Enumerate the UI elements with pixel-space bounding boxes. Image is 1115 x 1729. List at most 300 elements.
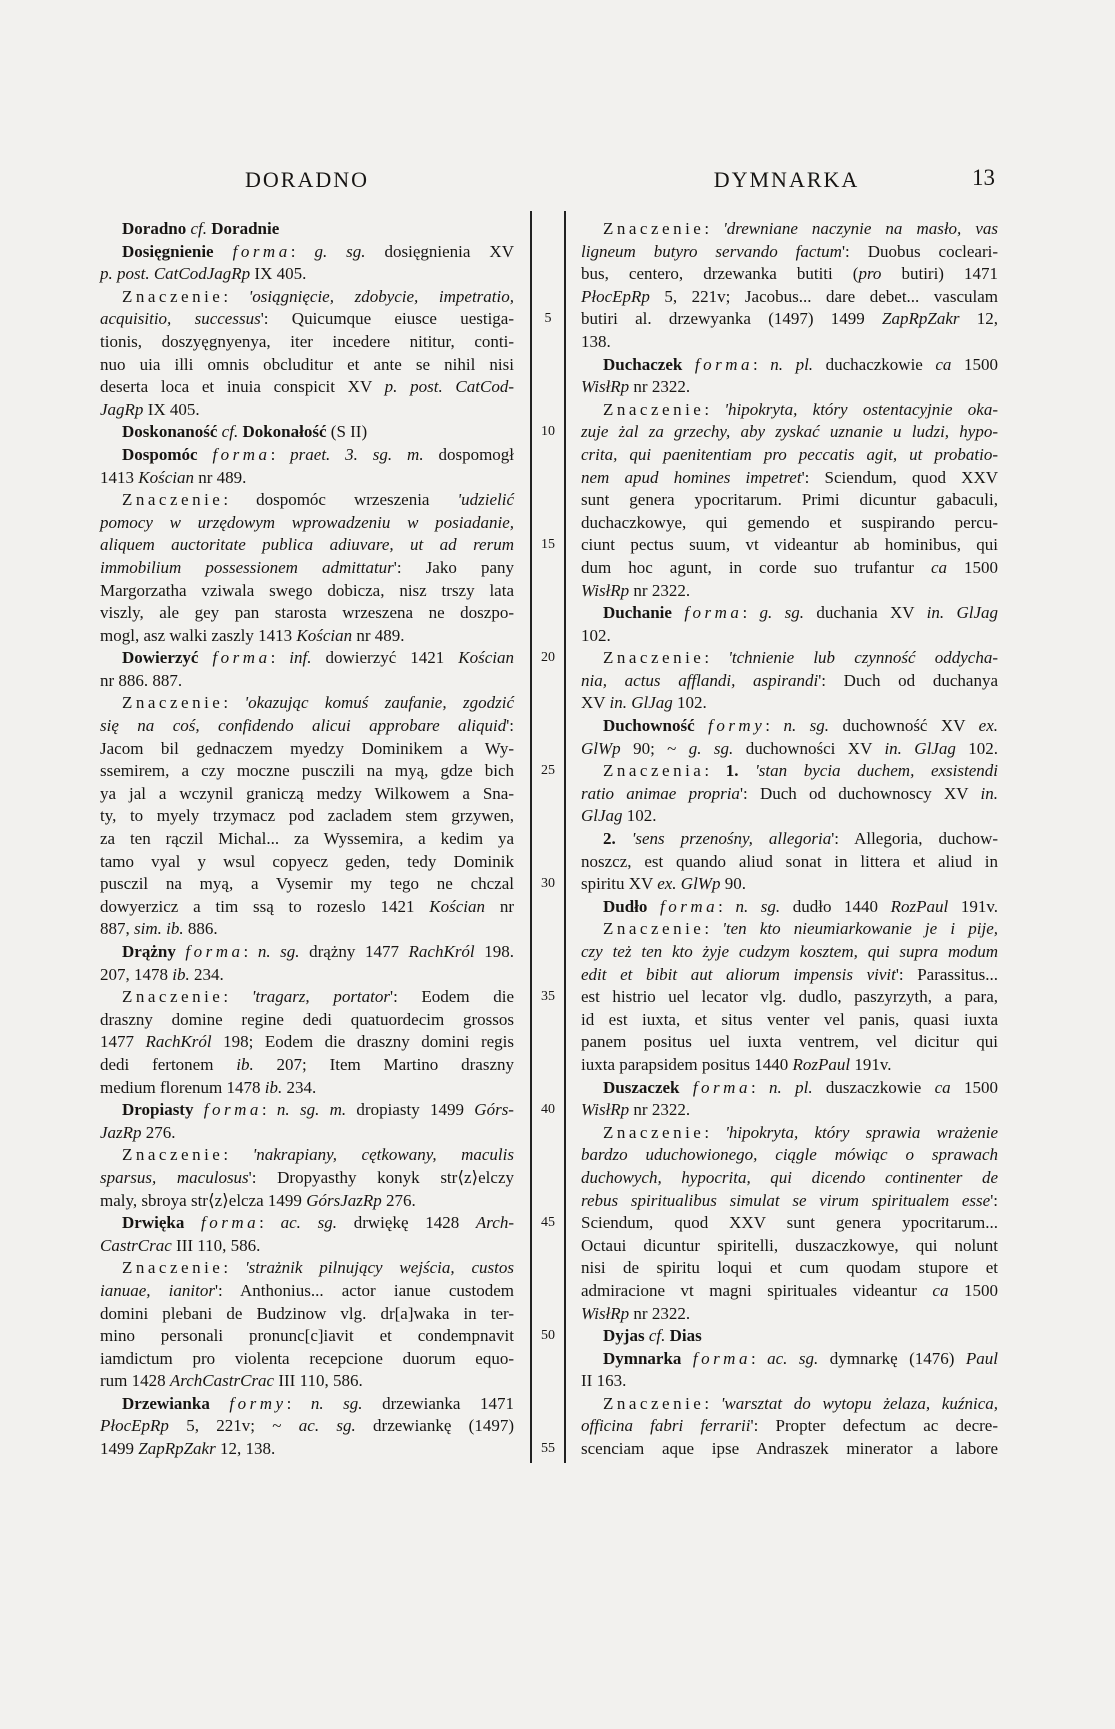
body-text: WisłRp: [581, 580, 630, 600]
text-line: [100, 896, 514, 919]
body-text: drzewianka 1471: [362, 1393, 515, 1413]
body-text: RachKról: [145, 1032, 212, 1052]
body-text: 191v.: [850, 1054, 892, 1074]
body-text: Znaczenie: [122, 1258, 224, 1278]
text-line: [581, 738, 998, 761]
body-text: panem positus uel iuxta ventrem, vel dicitur qui: [581, 1032, 998, 1052]
body-text: :: [704, 761, 726, 781]
body-text: cf.: [221, 422, 239, 442]
body-text: ': Quicumque eiusce uestiga-: [260, 309, 515, 329]
body-text: 'drewniane naczynie na masło, vas: [723, 219, 998, 238]
body-text: Paul: [965, 1348, 998, 1368]
body-text: 1500: [951, 354, 998, 374]
line-number: 10: [541, 424, 555, 440]
body-text: ca: [932, 1280, 949, 1300]
text-line: [100, 602, 514, 625]
body-text: forma: [203, 1100, 262, 1120]
body-text: est histrio uel lecator vlg. dudlo, paszyrzyth, a para,: [581, 987, 998, 1007]
text-line: [581, 1144, 998, 1167]
body-text: ciunt pectus suum, vt videantur ab hominibus, qui: [581, 535, 998, 555]
body-text: :: [750, 1077, 770, 1097]
body-text: forma: [694, 354, 753, 374]
body-text: :: [765, 716, 784, 736]
text-line: [100, 1009, 514, 1032]
body-text: 276.: [141, 1122, 176, 1142]
body-text: Sciendum, quod XXV sunt genera ypocritarum...: [581, 1213, 998, 1233]
body-text: nia, actus afflandi, aspirandi: [581, 670, 819, 690]
body-text: forma: [212, 444, 271, 464]
body-text: :: [243, 942, 258, 961]
body-text: :: [223, 987, 252, 1007]
body-text: :: [704, 1393, 721, 1413]
body-text: ': Sciendum, quod XXV: [801, 467, 998, 487]
body-text: IX 405.: [143, 399, 200, 419]
text-line: [581, 715, 998, 738]
body-text: duchowych, hypocrita, qui dicendo continenter de: [581, 1167, 998, 1187]
text-line: [581, 760, 998, 783]
headword-text: Duszaczek: [603, 1077, 693, 1097]
text-line: [581, 467, 998, 490]
left-column: [100, 218, 514, 1461]
body-text: 'hipokryta, który ostentacyjnie oka-: [724, 399, 998, 419]
body-text: 207, 1478: [100, 964, 173, 984]
text-line: [100, 286, 514, 309]
body-text: in. GlJag: [609, 693, 673, 713]
text-line: [100, 1303, 514, 1326]
text-line: [100, 1370, 514, 1393]
body-text: 5, 221v; ~: [168, 1416, 299, 1436]
body-text: :: [261, 1100, 277, 1120]
body-text: ': Duch od duchanya: [818, 670, 998, 690]
body-text: 5, 221v; Jacobus... dare debet... vasculam: [649, 286, 998, 306]
text-line: [581, 1167, 998, 1190]
text-line: [100, 1122, 514, 1145]
body-text: :: [223, 286, 249, 306]
body-text: duchowności XV: [733, 738, 885, 758]
body-text: RozPaul: [792, 1054, 851, 1074]
body-text: :: [270, 444, 291, 464]
text-line: [581, 941, 998, 964]
body-text: :: [223, 1145, 253, 1165]
body-text: Jacom bil gednaczem myedzy Dominikem a Wy-: [100, 738, 514, 758]
headword-text: Dias: [669, 1326, 702, 1346]
body-text: Znaczenie: [603, 919, 705, 939]
body-text: Kościan: [138, 467, 194, 487]
body-text: medium florenum 1478: [100, 1077, 265, 1097]
text-line: [581, 1122, 998, 1145]
body-text: 1500: [948, 1280, 998, 1300]
body-text: nr 886. 887.: [100, 670, 183, 690]
body-text: formy: [229, 1393, 287, 1413]
body-text: 'nakrapiany, cętkowany, maculis: [252, 1145, 514, 1165]
right-column: [581, 218, 998, 1461]
body-text: cf.: [190, 219, 208, 238]
line-number: 30: [541, 876, 555, 892]
text-line: [581, 1257, 998, 1280]
body-text: rum 1428: [100, 1371, 170, 1391]
body-text: ': Eodem die: [390, 987, 514, 1007]
body-text: praet. 3. sg. m.: [290, 444, 424, 464]
body-text: ': Dropyasthy konyk str⟨z⟩elczy: [248, 1167, 514, 1187]
body-text: Arch-: [475, 1213, 514, 1233]
text-line: [100, 1235, 514, 1258]
body-text: tionis, doszyęgnyenya, iter incedere nititur, conti-: [100, 331, 514, 351]
body-text: n. sg.: [735, 896, 781, 916]
text-line: [100, 263, 514, 286]
body-text: 'ten kto nieumiarkowanie je i pije,: [722, 919, 998, 939]
body-text: :: [742, 603, 760, 623]
body-text: in. GlJag: [884, 738, 956, 758]
body-text: pusczil na myą, a Vysemir my tego ne chczal: [100, 874, 514, 894]
text-line: [581, 1099, 998, 1122]
body-text: butiri) 1471: [881, 264, 998, 284]
line-number: 20: [541, 650, 555, 666]
text-line: [100, 241, 514, 264]
body-text: dudło 1440: [780, 896, 891, 916]
body-text: ca: [930, 557, 947, 577]
body-text: maly, sbroya str⟨z⟩elcza 1499: [100, 1190, 307, 1210]
body-text: mogl, asz walki zaszly 1413: [100, 625, 297, 645]
body-text: WisłRp: [581, 1100, 630, 1120]
body-text: RozPaul: [890, 896, 949, 916]
body-text: in.: [980, 783, 998, 803]
body-text: cf.: [648, 1326, 666, 1346]
body-text: JazRp: [100, 1122, 142, 1142]
text-line: [581, 241, 998, 264]
body-text: 90; ~: [620, 738, 689, 758]
body-text: 1500: [950, 1077, 998, 1097]
text-line: [100, 1348, 514, 1371]
body-text: RachKról: [408, 942, 475, 961]
body-text: dospomogł: [423, 444, 515, 464]
body-text: sim. ib.: [134, 919, 184, 939]
running-head-right: DYMNARKA: [713, 167, 860, 192]
body-text: XV: [581, 693, 610, 713]
text-line: [100, 218, 514, 241]
body-text: 'tragarz, portator: [251, 987, 390, 1007]
body-text: Kościan: [429, 896, 486, 916]
body-text: za ten rączil Michal... za Wyssemira, a kedim ya: [100, 829, 514, 849]
body-text: admiracione vt magni spirituales videantur: [581, 1280, 933, 1300]
text-line: [581, 286, 998, 309]
body-text: forma: [692, 1077, 751, 1097]
text-line: [100, 331, 514, 354]
body-text: spiritu XV: [581, 874, 658, 894]
text-line: [581, 964, 998, 987]
text-line: [100, 760, 514, 783]
body-text: ':: [506, 716, 514, 736]
body-text: viszly, ale gey pan starosta wrzeszena ne doszpo-: [100, 603, 514, 623]
body-text: ianuae, ianitor: [100, 1280, 215, 1300]
body-text: nr 2322.: [629, 1303, 691, 1323]
headword-text: Dyjas: [603, 1326, 649, 1346]
body-text: immobilium possessionem admittatur: [100, 557, 394, 577]
body-text: WisłRp: [581, 1303, 630, 1323]
body-text: pro: [858, 264, 882, 284]
body-text: edit et bibit aut aliorum impensis vivit: [581, 964, 896, 984]
body-text: acquisitio, successus: [100, 309, 261, 329]
line-number: 25: [541, 763, 555, 779]
headword-text: Drążny: [122, 942, 186, 961]
body-text: n. sg.: [310, 1393, 363, 1413]
text-line: [100, 1393, 514, 1416]
body-text: Znaczenie: [603, 219, 705, 238]
body-text: 'osiągnięcie, zdobycie, impetratio,: [248, 286, 514, 306]
body-text: dosięgnienia XV: [365, 241, 514, 261]
body-text: Znaczenie: [603, 1393, 705, 1413]
body-text: CastrCrac: [100, 1235, 172, 1255]
text-line: [581, 308, 998, 331]
body-text: ac. sg.: [280, 1213, 338, 1233]
body-text: dedi fertonem: [100, 1054, 237, 1074]
body-text: 207; Item Martino draszny: [253, 1054, 514, 1074]
body-text: dropiasty 1499: [346, 1100, 475, 1120]
headword-text: Dymnarka: [603, 1348, 693, 1368]
text-line: [100, 625, 514, 648]
text-line: [581, 851, 998, 874]
text-line: [100, 851, 514, 874]
headword-text: Doskonaność: [122, 422, 222, 442]
body-text: ': Allegoria, duchow-: [831, 829, 999, 849]
body-text: ib.: [264, 1077, 283, 1097]
body-text: drzewiankę (1497): [355, 1416, 515, 1436]
text-line: [581, 647, 998, 670]
body-text: dowyerzicz a tim ssą to rozeslo 1421: [100, 896, 430, 916]
body-text: Znaczenie: [122, 987, 224, 1007]
line-number-gutter: [530, 211, 566, 1463]
body-text: 'tchnienie lub czynność oddycha-: [728, 648, 998, 668]
text-line: [100, 1257, 514, 1280]
body-text: Kościan: [458, 648, 514, 668]
body-text: duchania XV: [803, 603, 927, 623]
text-line: [581, 580, 998, 603]
text-line: [100, 647, 514, 670]
body-text: deserta loca et inuia conspicit XV: [100, 377, 385, 397]
body-text: domini plebani de Budzinow vlg. dr[a]waka in ter-: [100, 1303, 514, 1323]
text-line: [581, 670, 998, 693]
body-text: draszny domine regine dedi quatuordecim grossos: [100, 1009, 514, 1029]
body-text: ex. GlWp: [657, 874, 721, 894]
text-line: [581, 873, 998, 896]
text-line: [581, 489, 998, 512]
text-line: [581, 986, 998, 1009]
body-text: 276.: [381, 1190, 416, 1210]
text-line: [100, 399, 514, 422]
body-text: 'warsztat do wytopu żelaza, kuźnica,: [720, 1393, 998, 1413]
text-line: [100, 1077, 514, 1100]
body-text: nr: [485, 896, 514, 916]
text-line: [100, 1167, 514, 1190]
body-text: 198.: [474, 942, 514, 961]
body-text: :: [704, 219, 724, 238]
body-text: g. sg.: [688, 738, 734, 758]
body-text: ': Propter defectum ac decre-: [750, 1416, 998, 1436]
body-text: Znaczenie: [122, 286, 224, 306]
body-text: :: [753, 354, 771, 374]
text-line: [581, 783, 998, 806]
body-text: dymnarkę (1476): [818, 1348, 966, 1368]
text-line: [100, 941, 514, 964]
body-text: aliquem auctoritate publica adiuvare, ut ad rerum: [100, 535, 514, 555]
body-text: II 163.: [581, 1371, 627, 1391]
headword-text: Duchaczek: [603, 354, 695, 374]
body-text: forma: [212, 648, 271, 668]
line-number: 15: [541, 537, 555, 553]
text-line: [100, 1325, 514, 1348]
body-text: IX 405.: [250, 264, 307, 284]
body-text: :: [286, 1393, 311, 1413]
body-text: 887,: [100, 919, 134, 939]
text-line: [581, 1280, 998, 1303]
text-line: [581, 354, 998, 377]
body-text: ya jal a wczynil graniczą medzy Wilkowem a Sna-: [100, 783, 514, 803]
body-text: :: [704, 648, 729, 668]
text-line: [581, 1054, 998, 1077]
body-text: :: [270, 648, 290, 668]
text-block: [100, 218, 998, 1461]
text-line: [100, 580, 514, 603]
body-text: drwiękę 1428: [337, 1213, 476, 1233]
text-line: [581, 1348, 998, 1371]
body-text: 12,: [959, 309, 998, 329]
body-text: ty, to myely trzymacz pod zacladem stem grzywen,: [100, 806, 514, 826]
body-text: GlJag: [581, 806, 623, 826]
text-line: [100, 986, 514, 1009]
text-line: [581, 331, 998, 354]
body-text: 138.: [581, 331, 611, 351]
body-text: GórsJazRp: [306, 1190, 382, 1210]
text-line: [100, 1099, 514, 1122]
body-text: ': Anthonius... actor ianue custodem: [214, 1280, 514, 1300]
line-number: 40: [541, 1102, 555, 1118]
page-number: 13: [972, 165, 995, 190]
body-text: forma: [185, 942, 244, 961]
text-line: [581, 444, 998, 467]
body-text: 102.: [672, 693, 707, 713]
body-text: 1500: [946, 557, 998, 577]
headword-text: Dropiasty: [122, 1100, 204, 1120]
body-text: 886.: [183, 919, 218, 939]
text-line: [581, 1438, 998, 1461]
body-text: tamo vyal y wsul copyecz geden, tedy Dominik: [100, 851, 514, 871]
body-text: Znaczenie: [122, 693, 224, 713]
body-text: ': Duch od duchownoscy XV: [739, 783, 981, 803]
body-text: 234.: [189, 964, 224, 984]
body-text: ZapRpZakr: [882, 309, 960, 329]
text-line: [581, 534, 998, 557]
body-text: officina fabri ferrarii: [581, 1416, 751, 1436]
body-text: n. sg.: [783, 716, 830, 736]
text-line: [100, 421, 514, 444]
body-text: 102.: [955, 738, 999, 758]
headword-text: Dospomóc: [122, 444, 213, 464]
body-text: 191v.: [948, 896, 998, 916]
body-text: nr 489.: [352, 625, 405, 645]
body-text: 'stan bycia duchem, exsistendi: [755, 761, 998, 781]
body-text: III 110, 586.: [171, 1235, 261, 1255]
text-line: [100, 873, 514, 896]
body-text: Znaczenie: [122, 490, 224, 510]
body-text: g. sg.: [314, 241, 366, 261]
body-text: :: [259, 1213, 281, 1233]
body-text: p. post. CatCod-: [384, 377, 514, 397]
headword-text: Duchowność: [603, 716, 709, 736]
body-text: dum hoc agunt, in corde suo trufantur: [581, 557, 931, 577]
body-text: WisłRp: [581, 377, 630, 397]
text-line: [581, 625, 998, 648]
body-text: Górs-: [474, 1100, 514, 1120]
body-text: ib.: [236, 1054, 254, 1074]
headword-text: Drzewianka: [122, 1393, 230, 1413]
body-text: się na coś, confidendo alicui approbare aliquid: [100, 716, 507, 736]
body-text: pomocy w urzędowym wprowadzeniu w posiadanie,: [100, 512, 514, 532]
body-text: GlWp: [581, 738, 621, 758]
headword-text: Doradno: [122, 219, 191, 238]
text-line: [100, 1031, 514, 1054]
body-text: scenciam aque ipse Andraszek minerator a labore: [581, 1439, 998, 1459]
text-line: [581, 1303, 998, 1326]
text-line: [100, 738, 514, 761]
body-text: 'strażnik pilnujący wejścia, custos: [244, 1258, 514, 1278]
text-line: [581, 1235, 998, 1258]
body-text: nr 489.: [193, 467, 247, 487]
body-text: formy: [708, 716, 766, 736]
text-line: [100, 1144, 514, 1167]
body-text: 'udzielić: [457, 490, 514, 510]
text-line: [100, 557, 514, 580]
body-text: forma: [692, 1348, 751, 1368]
body-text: nr 2322.: [629, 377, 691, 397]
text-line: [581, 602, 998, 625]
text-line: [581, 1190, 998, 1213]
text-line: [100, 692, 514, 715]
body-text: III 110, 586.: [274, 1371, 363, 1391]
text-line: [581, 1212, 998, 1235]
body-text: 12, 138.: [215, 1439, 276, 1459]
body-text: ca: [935, 354, 952, 374]
body-text: :: [223, 693, 245, 713]
body-text: duchowność XV: [829, 716, 979, 736]
text-line: [581, 557, 998, 580]
text-line: [581, 1415, 998, 1438]
body-text: n. sg. m.: [276, 1100, 347, 1120]
body-text: ex.: [978, 716, 998, 736]
body-text: PłocEpRp: [581, 286, 650, 306]
headword-text: Dosięgnienie: [122, 241, 233, 261]
body-text: 234.: [282, 1077, 317, 1097]
body-text: Octaui dicuntur spiritelli, duszaczkowye, qui nolunt: [581, 1235, 998, 1255]
body-text: :: [290, 241, 315, 261]
body-text: iuxta parapsidem positus 1440: [581, 1054, 793, 1074]
running-head-left: DORADNO: [245, 167, 369, 192]
body-text: duchaczkowie: [813, 354, 936, 374]
body-text: duchaczkowye, qui gemendo et suspirando percu-: [581, 512, 998, 532]
body-text: :: [704, 399, 725, 419]
body-text: ligneum butyro servando factum: [581, 241, 842, 261]
text-line: [100, 376, 514, 399]
text-line: [581, 376, 998, 399]
body-text: nuo uia illi omnis obcluditur et ante se nihil nisi: [100, 354, 514, 374]
body-text: 102.: [581, 625, 611, 645]
text-line: [581, 421, 998, 444]
headword-text: Dokonałość: [242, 422, 327, 442]
body-text: ssemirem, a czy moczne pusczili na myą, gdze bich: [100, 761, 514, 781]
text-line: [581, 805, 998, 828]
text-line: [581, 1370, 998, 1393]
body-text: n. pl.: [770, 354, 814, 374]
headword-text: 2.: [603, 829, 632, 849]
text-line: [581, 1009, 998, 1032]
